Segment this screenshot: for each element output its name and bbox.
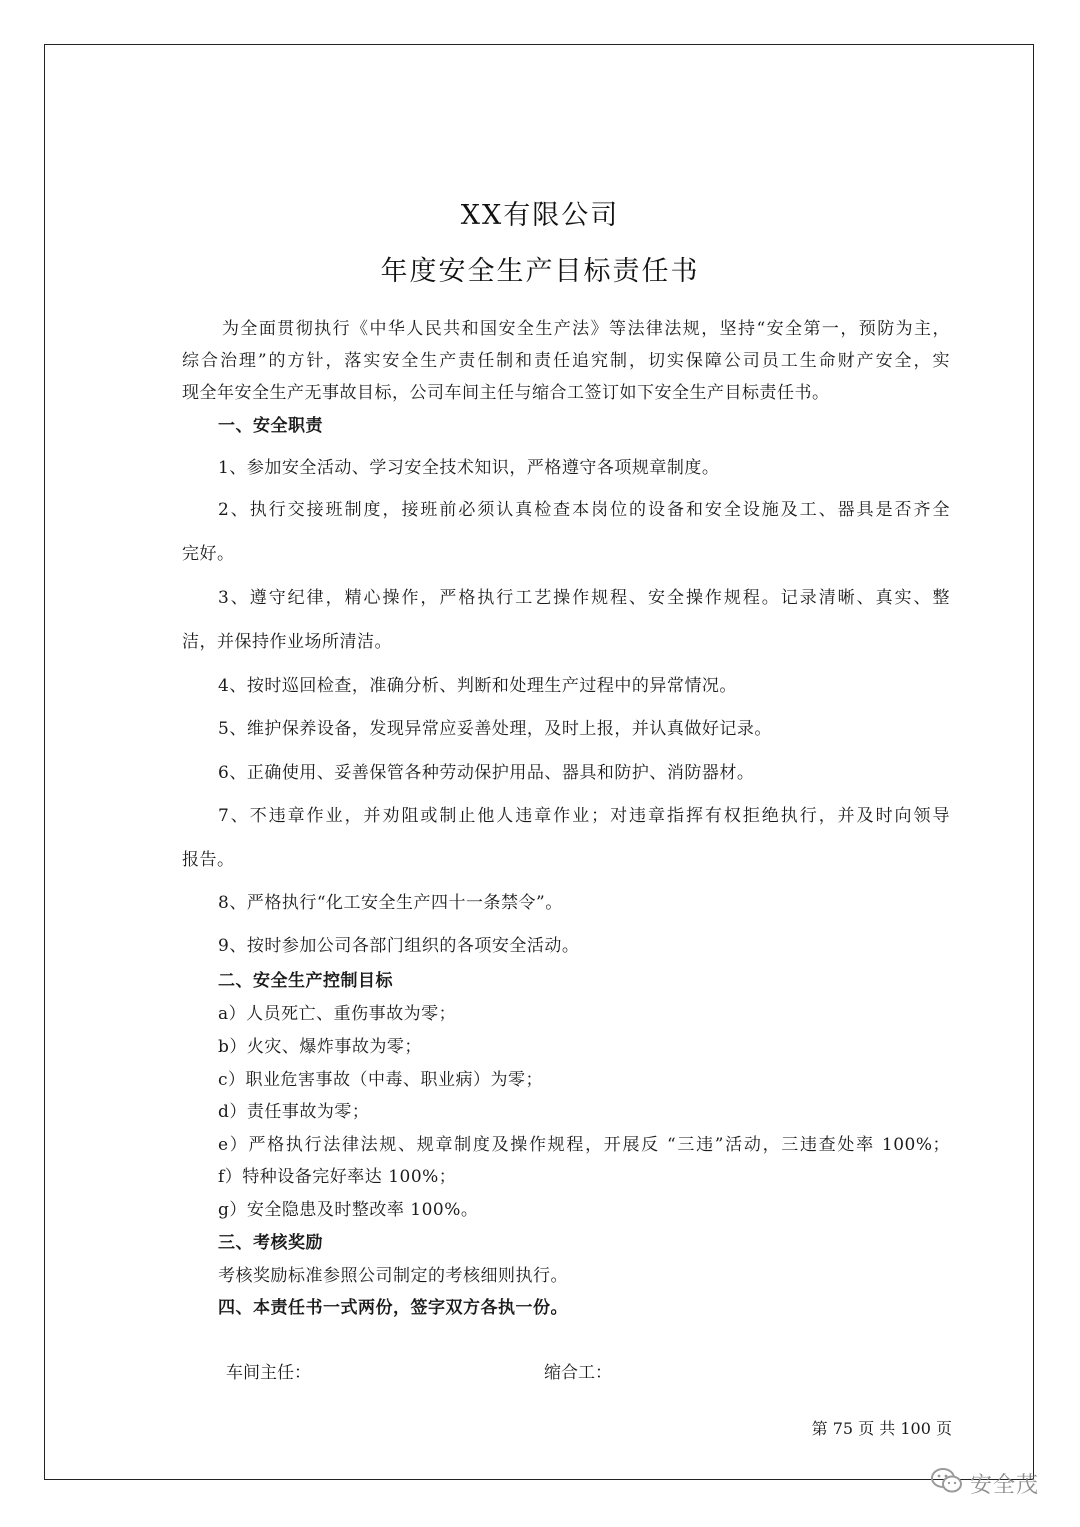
duty-item-5: 5、维护保养设备，发现异常应妥善处理，及时上报，并认真做好记录。 xyxy=(218,719,772,739)
duty-item-3-line-1: 3、遵守纪律，精心操作，严格执行工艺操作规程、安全操作规程。记录清晰、真实、整 xyxy=(218,588,950,608)
intro-line-2: 综合治理”的方针，落实安全生产责任制和责任追究制，切实保障公司员工生命财产安全，实 xyxy=(182,351,950,371)
intro-line-1: 为全面贯彻执行《中华人民共和国安全生产法》等法律法规，坚持“安全第一，预防为主， xyxy=(222,319,950,339)
document-title: 年度安全生产目标责任书 xyxy=(380,256,700,287)
duty-item-2-line-2: 完好。 xyxy=(182,544,235,564)
duty-item-3-line-2: 洁，并保持作业场所清洁。 xyxy=(182,632,392,652)
target-item-d: d）责任事故为零； xyxy=(218,1102,370,1122)
target-item-f: f）特种设备完好率达 100%； xyxy=(218,1167,457,1187)
duty-item-1: 1、参加安全活动、学习安全技术知识，严格遵守各项规章制度。 xyxy=(218,458,720,478)
signature-condensation-worker: 缩合工： xyxy=(544,1363,612,1383)
duty-item-7-line-1: 7、不违章作业，并劝阻或制止他人违章作业；对违章指挥有权拒绝执行，并及时向领导 xyxy=(218,806,950,826)
target-item-c: c）职业危害事故（中毒、职业病）为零； xyxy=(218,1070,544,1090)
section1-heading: 一、安全职责 xyxy=(218,416,323,436)
target-item-g: g）安全隐患及时整改率 100%。 xyxy=(218,1200,479,1220)
watermark-text: 安全茂 xyxy=(970,1472,1040,1498)
duty-item-6: 6、正确使用、妥善保管各种劳动保护用品、器具和防护、消防器材。 xyxy=(218,763,755,783)
duty-item-9: 9、按时参加公司各部门组织的各项安全活动。 xyxy=(218,936,580,956)
section2-heading: 二、安全生产控制目标 xyxy=(218,971,393,991)
company-title: XX有限公司 xyxy=(460,200,620,231)
duty-item-2-line-1: 2、执行交接班制度，接班前必须认真检查本岗位的设备和安全设施及工、器具是否齐全 xyxy=(218,500,950,520)
wechat-icon xyxy=(930,1466,964,1500)
duty-item-8: 8、严格执行“化工安全生产四十一条禁令”。 xyxy=(218,893,563,913)
section3-heading: 三、考核奖励 xyxy=(218,1233,323,1253)
signature-workshop-director: 车间主任： xyxy=(226,1363,311,1383)
section3-text: 考核奖励标准参照公司制定的考核细则执行。 xyxy=(218,1266,568,1286)
watermark xyxy=(930,1463,1039,1503)
target-item-a: a）人员死亡、重伤事故为零； xyxy=(218,1004,457,1024)
intro-line-3: 现全年安全生产无事故目标，公司车间主任与缩合工签订如下安全生产目标责任书。 xyxy=(182,383,830,403)
section4-heading: 四、本责任书一式两份，签字双方各执一份。 xyxy=(218,1298,568,1318)
duty-item-4: 4、按时巡回检查，准确分析、判断和处理生产过程中的异常情况。 xyxy=(218,676,737,696)
duty-item-7-line-2: 报告。 xyxy=(182,850,235,870)
page-indicator: 第 75 页 共 100 页 xyxy=(811,1419,952,1438)
target-item-b: b）火灾、爆炸事故为零； xyxy=(218,1037,422,1057)
target-item-e: e）严格执行法律法规、规章制度及操作规程，开展反 “三违”活动，三违查处率 100%； xyxy=(218,1135,950,1155)
